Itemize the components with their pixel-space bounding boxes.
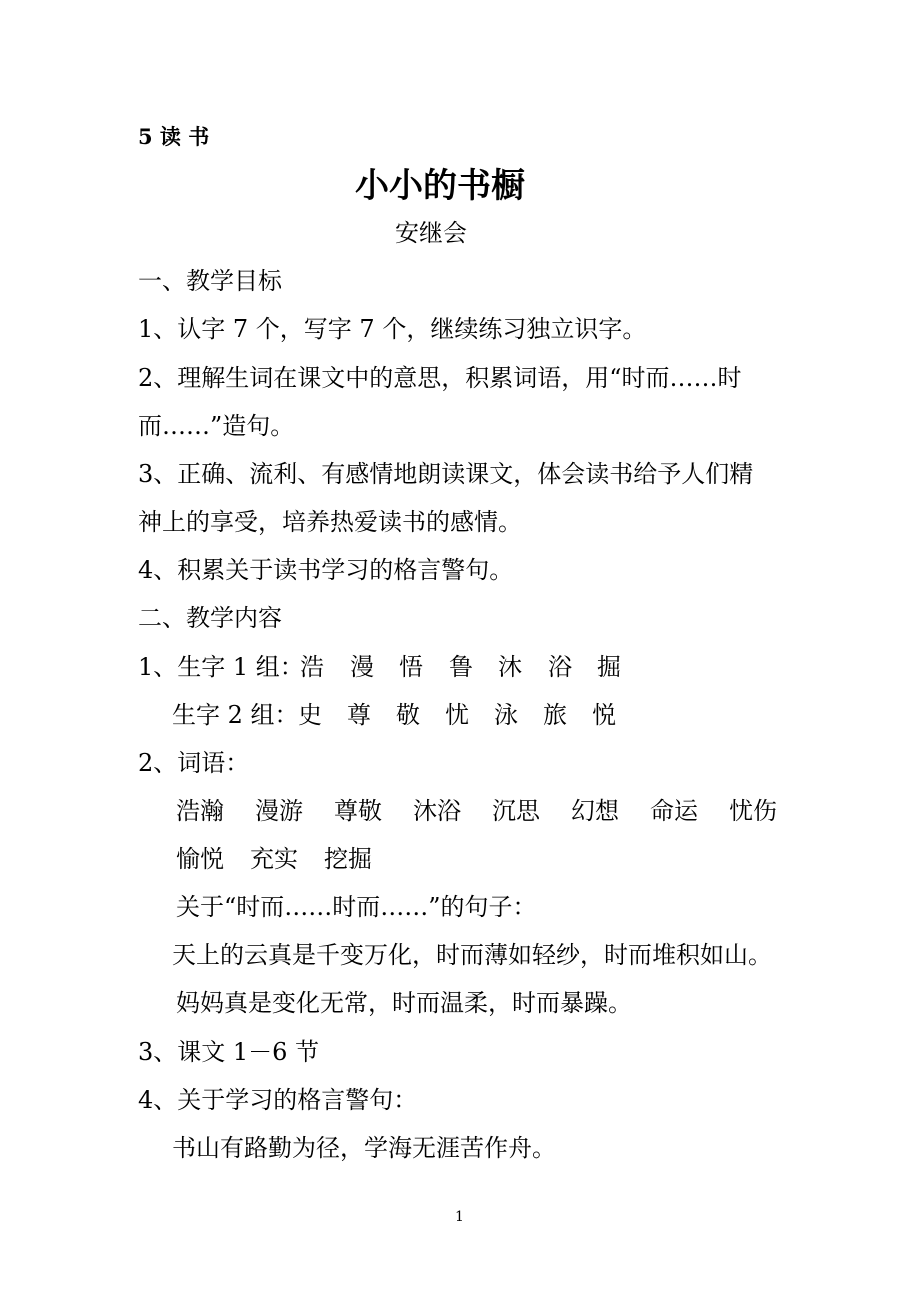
content-item-3: 3、课文 1－6 节 bbox=[138, 1038, 320, 1066]
char-group-1-item: 悟 bbox=[399, 653, 423, 681]
char-group-2-item: 敬 bbox=[396, 701, 420, 729]
char-group-2-item: 尊 bbox=[347, 701, 371, 729]
goal-item-1: 1、认字 7 个，写字 7 个，继续练习独立识字。 bbox=[138, 315, 647, 343]
vocab-heading: 2、词语： bbox=[138, 749, 250, 777]
vocab-word: 挖掘 bbox=[324, 845, 372, 873]
example-sentence-2: 妈妈真是变化无常，时而温柔，时而暴躁。 bbox=[176, 989, 632, 1017]
page-title: 小小的书橱 bbox=[355, 166, 525, 206]
content-item-4: 4、关于学习的格言警句： bbox=[138, 1086, 418, 1114]
char-group-1-item: 浴 bbox=[548, 653, 572, 681]
vocab-word: 命运 bbox=[650, 797, 698, 825]
char-group-1-item: 浩 bbox=[300, 653, 324, 681]
char-group-2-item: 悦 bbox=[592, 701, 616, 729]
vocab-word: 充实 bbox=[250, 845, 298, 873]
goal-item-2-line-1: 2、理解生词在课文中的意思，积累词语，用“时而……时 bbox=[138, 364, 742, 392]
char-group-2-item: 泳 bbox=[494, 701, 518, 729]
unit-heading: 5 读 书 bbox=[138, 124, 210, 149]
char-group-1-label: 1、生字 1 组： bbox=[138, 653, 304, 681]
goal-item-2-line-2: 而……”造句。 bbox=[138, 412, 295, 440]
sentence-intro: 关于“时而……时而……”的句子： bbox=[176, 893, 537, 921]
vocab-word: 沐浴 bbox=[413, 797, 461, 825]
char-group-1-item: 掘 bbox=[597, 653, 621, 681]
vocab-word: 愉悦 bbox=[176, 845, 224, 873]
goal-item-3-line-2: 神上的享受，培养热爱读书的感情。 bbox=[138, 508, 522, 536]
char-group-2-item: 忧 bbox=[445, 701, 469, 729]
vocab-word: 幻想 bbox=[571, 797, 619, 825]
proverb: 书山有路勤为径，学海无涯苦作舟。 bbox=[172, 1134, 556, 1162]
char-group-2-label: 生字 2 组： bbox=[172, 701, 299, 729]
vocab-word: 尊敬 bbox=[334, 797, 382, 825]
char-group-1-item: 漫 bbox=[350, 653, 374, 681]
goal-item-4: 4、积累关于读书学习的格言警句。 bbox=[138, 556, 514, 584]
char-group-2-item: 史 bbox=[298, 701, 322, 729]
example-sentence-1: 天上的云真是千变万化，时而薄如轻纱，时而堆积如山。 bbox=[172, 941, 772, 969]
section-heading-goals: 一、教学目标 bbox=[138, 267, 282, 295]
section-heading-content: 二、教学内容 bbox=[138, 604, 282, 632]
vocab-word: 忧伤 bbox=[729, 797, 777, 825]
char-group-1-item: 沐 bbox=[498, 653, 522, 681]
char-group-1-item: 鲁 bbox=[449, 653, 473, 681]
page-number: 1 bbox=[455, 1209, 464, 1225]
vocab-word: 浩瀚 bbox=[176, 797, 224, 825]
author-name: 安继会 bbox=[395, 219, 467, 247]
vocab-word: 漫游 bbox=[255, 797, 303, 825]
goal-item-3-line-1: 3、正确、流利、有感情地朗读课文，体会读书给予人们精 bbox=[138, 460, 754, 488]
char-group-2-item: 旅 bbox=[543, 701, 567, 729]
vocab-word: 沉思 bbox=[492, 797, 540, 825]
